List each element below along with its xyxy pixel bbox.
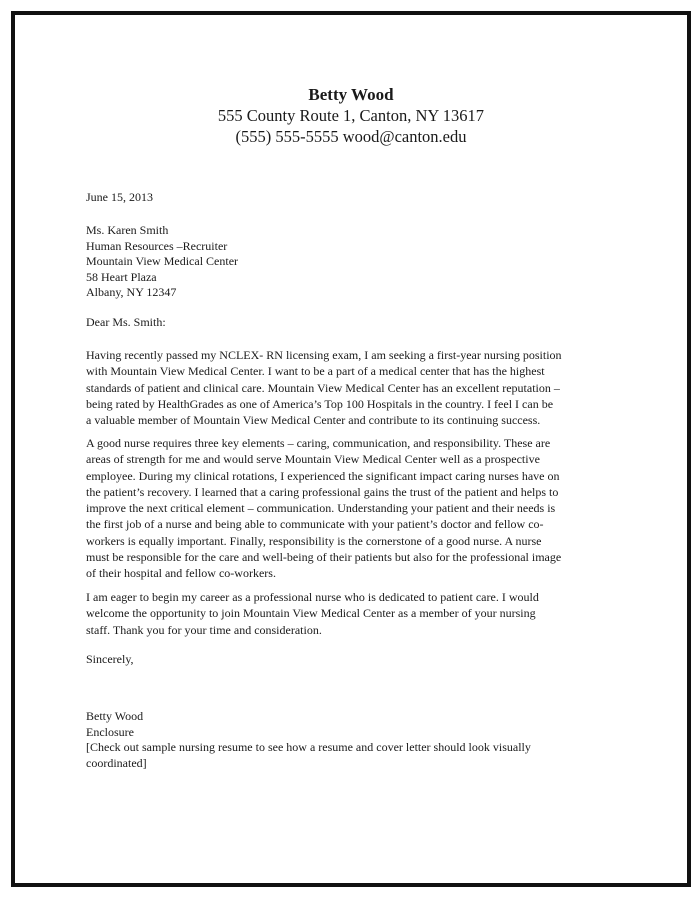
letter-page <box>11 11 691 887</box>
recipient-line: Albany, NY 12347 <box>86 285 177 299</box>
paragraph-line: A good nurse requires three key elements – caring, communication, and responsibility. These are <box>86 436 551 450</box>
sender-contact: (555) 555-5555 wood@canton.edu <box>235 127 467 146</box>
signature-block <box>86 709 586 771</box>
body-paragraph-2 <box>86 435 608 582</box>
paragraph-line: the patient’s recovery. I learned that a caring professional gains the trust of the patient and helps to <box>86 484 559 499</box>
recipient-line: Ms. Karen Smith <box>86 223 169 237</box>
paragraph-line: improve the next critical element – communication. Understanding your patient and their needs is <box>86 501 556 516</box>
recipient-line: Human Resources –Recruiter <box>86 238 228 253</box>
paragraph-line: I am eager to begin my career as a professional nurse who is dedicated to patient care. I would <box>86 590 539 604</box>
salutation: Dear Ms. Smith: <box>86 315 166 329</box>
paragraph-line: being rated by HealthGrades as one of America’s Top 100 Hospitals in the country. I feel I can be <box>86 396 554 411</box>
recipient-line: 58 Heart Plaza <box>86 269 157 284</box>
sender-address: 555 County Route 1, Canton, NY 13617 <box>217 106 485 125</box>
signature-line: Betty Wood <box>86 709 144 723</box>
signature-line: Enclosure <box>86 724 134 739</box>
letterhead <box>15 85 687 147</box>
paragraph-line: the first job of a nurse and being able to communicate with your patient’s doctor and fellow co- <box>86 517 544 532</box>
paragraph-line: with Mountain View Medical Center. I want to be a part of a medical center that has the highest <box>86 364 545 379</box>
signature-line: [Check out sample nursing resume to see how a resume and cover letter should look visually <box>86 740 531 754</box>
letter-date: June 15, 2013 <box>86 190 153 204</box>
paragraph-line: must be responsible for the care and well-being of their patients but also for the professional image <box>86 550 562 565</box>
paragraph-line: workers is equally important. Finally, responsibility is the cornerstone of a good nurse. A nurse <box>86 533 542 548</box>
body-paragraph-3 <box>86 589 608 638</box>
complimentary-close: Sincerely, <box>86 652 134 666</box>
paragraph-line: welcome the opportunity to join Mountain View Medical Center as a member of your nursing <box>86 606 536 621</box>
paragraph-line: a valuable member of Mountain View Medical Center and contribute to its continuing success. <box>86 413 541 428</box>
body-paragraph-1 <box>86 347 608 428</box>
signature-line: coordinated] <box>86 755 147 770</box>
sender-name: Betty Wood <box>308 85 394 104</box>
paragraph-line: Having recently passed my NCLEX- RN licensing exam, I am seeking a first-year nursing position <box>86 348 562 362</box>
paragraph-line: areas of strength for me and would serve Mountain View Medical Center well as a prospective <box>86 452 540 467</box>
paragraph-line: standards of patient and clinical care. Mountain View Medical Center has an excellent reputation – <box>86 380 560 395</box>
paragraph-line: of their hospital and fellow co-workers. <box>86 566 276 581</box>
recipient-address <box>86 223 238 301</box>
paragraph-line: employee. During my clinical rotations, I experienced the significant impact caring nurses have on <box>86 468 560 483</box>
recipient-line: Mountain View Medical Center <box>86 254 239 268</box>
paragraph-line: staff. Thank you for your time and consideration. <box>86 622 322 637</box>
